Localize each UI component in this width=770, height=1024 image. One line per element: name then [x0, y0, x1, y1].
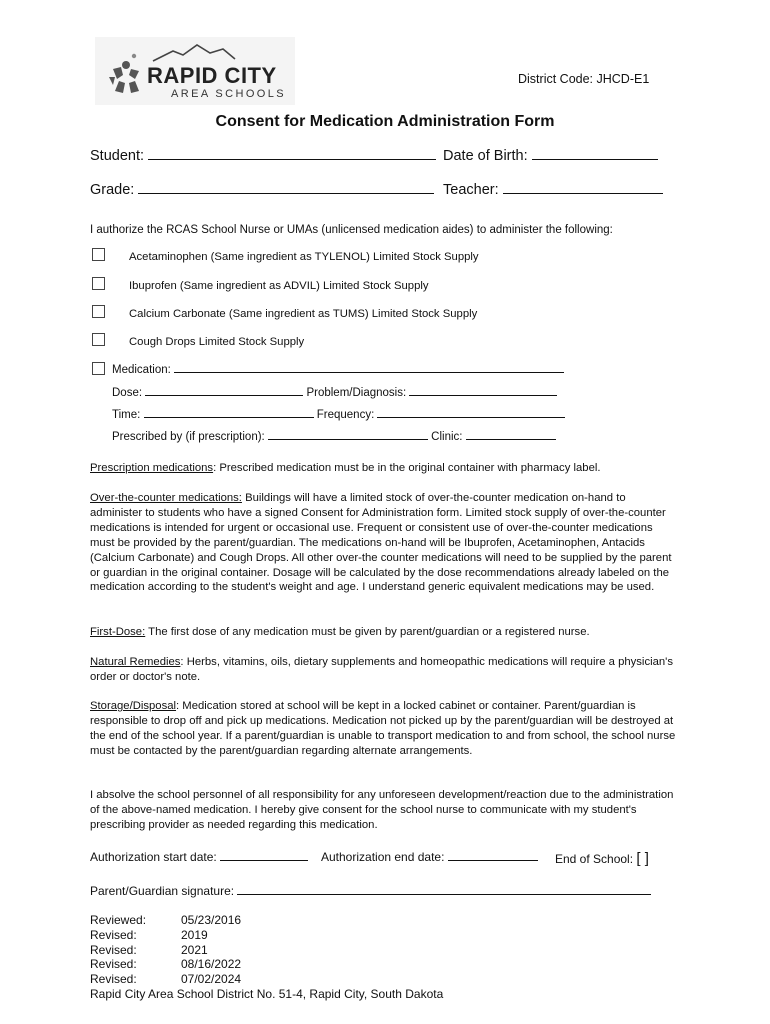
storage-section	[90, 699, 680, 759]
time-line[interactable]	[144, 417, 314, 418]
calcium-carbonate-label: Calcium Carbonate (Same ingredient as TUMS) Limited Stock Supply	[129, 308, 478, 320]
dob-field[interactable]	[443, 148, 658, 164]
grade-line[interactable]	[138, 193, 434, 194]
district-logo	[95, 37, 295, 105]
prescribed-label: Prescribed by (if prescription):	[112, 431, 265, 443]
problem-label: Problem/Diagnosis:	[306, 387, 407, 399]
end-of-school-checkbox[interactable]: [ ]	[636, 850, 649, 867]
clinic-line[interactable]	[466, 439, 556, 440]
dose-label: Dose:	[112, 387, 143, 399]
end-date-label: Authorization end date:	[321, 850, 445, 864]
ibuprofen-label: Ibuprofen (Same ingredient as ADVIL) Limited Stock Supply	[129, 280, 429, 292]
teacher-label: Teacher:	[443, 182, 499, 198]
start-date-line[interactable]	[220, 860, 308, 861]
student-label: Student:	[90, 148, 145, 164]
start-date-field[interactable]	[90, 850, 308, 864]
first-dose-section	[90, 625, 680, 640]
start-date-label: Authorization start date:	[90, 850, 217, 864]
time-field[interactable]	[112, 409, 565, 421]
medication-checkbox[interactable]	[92, 362, 105, 375]
frequency-label: Frequency:	[316, 409, 375, 421]
revision-row: Revised: 2021	[90, 942, 208, 957]
natural-remedies-text: : Herbs, vitamins, oils, dietary supplements and homeopathic medications will require a physician's order or doctor's note.	[90, 656, 673, 683]
problem-line[interactable]	[409, 395, 557, 396]
authorize-text: I authorize the RCAS School Nurse or UMAs (unlicensed medication aides) to administer the following:	[90, 224, 613, 236]
dose-field[interactable]	[112, 387, 557, 399]
revision-history	[90, 913, 443, 1002]
student-line[interactable]	[148, 159, 436, 160]
storage-heading: Storage/Disposal	[90, 700, 177, 712]
end-date-line[interactable]	[448, 860, 538, 861]
prescribed-field[interactable]	[112, 431, 556, 443]
revision-row: Revised: 2019	[90, 927, 208, 942]
dob-label: Date of Birth:	[443, 148, 528, 164]
medication-field[interactable]	[112, 364, 564, 376]
student-field[interactable]	[90, 148, 436, 164]
logo-subtitle: AREA SCHOOLS	[171, 88, 286, 100]
absolve-section	[90, 788, 680, 833]
frequency-line[interactable]	[377, 417, 565, 418]
teacher-field[interactable]	[443, 182, 663, 198]
prescribed-line[interactable]	[268, 439, 428, 440]
otc-text: Buildings will have a limited stock of over-the-counter medication on-hand to administer to students who have a signed Consent for Administration form. Limited stock supply of over-the-counter medications is intended for urgent or occasional use. Frequent or consistent use of over-the-counter medications must be provided by the parent/guardian. The medications on-hand will be Ibuprofen, Acetaminophen, Antacids (Calcium Carbonate) and Cough Drops. All other over-the counter medications will need to be supplied by the parent or guardian in the original container. Dosage will be calculated by the dose recommendations already labeled on the medication according to the student's weight and age. I understand generic equivalent medications may be used.	[90, 492, 672, 594]
cough-drops-checkbox[interactable]	[92, 333, 105, 346]
prescription-heading: Prescription medications	[90, 462, 214, 474]
dob-line[interactable]	[532, 159, 658, 160]
acetaminophen-checkbox[interactable]	[92, 248, 105, 261]
teacher-line[interactable]	[503, 193, 663, 194]
district-footer: Rapid City Area School District No. 51-4, Rapid City, South Dakota	[90, 986, 444, 1001]
ibuprofen-checkbox[interactable]	[92, 277, 105, 290]
clinic-label: Clinic:	[431, 431, 463, 443]
revision-row: Reviewed: 05/23/2016	[90, 913, 242, 927]
dose-line[interactable]	[145, 395, 303, 396]
calcium-carbonate-checkbox[interactable]	[92, 305, 105, 318]
acetaminophen-label: Acetaminophen (Same ingredient as TYLENOL) Limited Stock Supply	[129, 251, 479, 263]
logo-title: RAPID CITY	[147, 63, 277, 88]
grade-field[interactable]	[90, 182, 434, 198]
medication-label: Medication:	[112, 364, 171, 376]
storage-text: : Medication stored at school will be kept in a locked cabinet or container. Parent/guardian is responsible to drop off and pick up medications. Medication not picked up by the parent/guardian will be destroyed at the end of the school year. If a parent/guardian is unable to transport medication to and from school, the school nurse must be contacted by the parent/guardian regarding alternate arrangements.	[90, 700, 676, 757]
cough-drops-label: Cough Drops Limited Stock Supply	[129, 336, 305, 348]
natural-remedies-section	[90, 655, 680, 685]
end-date-field[interactable]	[321, 850, 538, 864]
time-label: Time:	[112, 409, 141, 421]
signature-field[interactable]	[90, 884, 651, 898]
signature-label: Parent/Guardian signature:	[90, 884, 235, 898]
end-of-school-label: End of School:	[555, 852, 634, 866]
natural-remedies-heading: Natural Remedies	[90, 656, 181, 668]
first-dose-text: The first dose of any medication must be given by parent/guardian or a registered nurse.	[145, 626, 590, 638]
revision-row: Revised: 07/02/2024	[90, 972, 242, 987]
prescription-section	[90, 461, 680, 476]
signature-line[interactable]	[237, 894, 651, 895]
grade-label: Grade:	[90, 182, 135, 198]
first-dose-heading: First-Dose:	[90, 626, 146, 638]
prescription-text: : Prescribed medication must be in the original container with pharmacy label.	[213, 462, 601, 474]
end-of-school-field[interactable]	[555, 850, 649, 867]
otc-heading: Over-the-counter medications:	[90, 492, 242, 504]
revision-row: Revised: 08/16/2022	[90, 957, 242, 972]
district-code: District Code: JHCD-E1	[518, 72, 650, 86]
page-title: Consent for Medication Administration Form	[215, 113, 555, 130]
medication-line[interactable]	[174, 372, 564, 373]
absolve-text: I absolve the school personnel of all responsibility for any unforeseen development/reaction due to the administration of the above-named medication. I hereby give consent for the school nurse to communicate with my student's prescribing provider as needed regarding this medication.	[90, 789, 674, 831]
otc-section	[90, 491, 680, 595]
